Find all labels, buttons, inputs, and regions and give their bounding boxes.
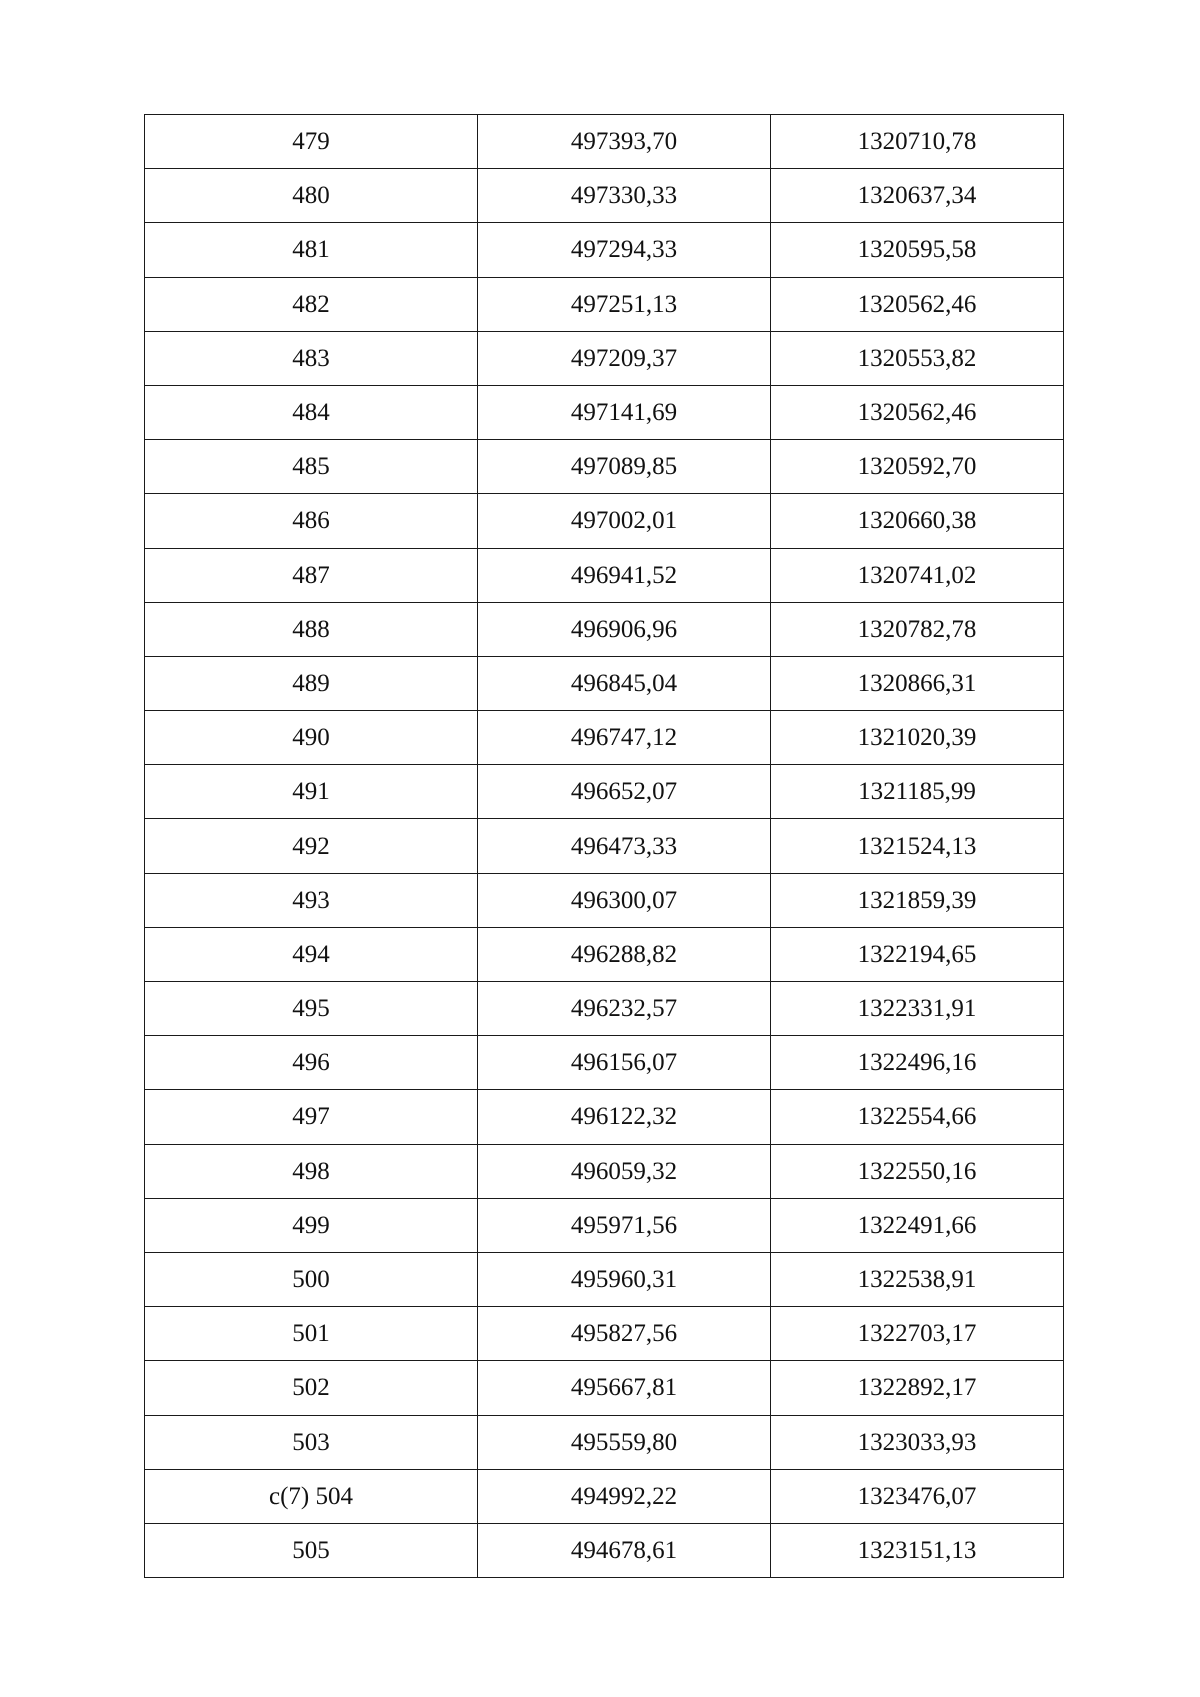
table-row	[145, 656, 1064, 710]
x-coordinate-cell: 496473,33	[478, 819, 771, 873]
x-coordinate-cell: 496747,12	[478, 711, 771, 765]
point-number-cell: 485	[145, 440, 478, 494]
table-row	[145, 1036, 1064, 1090]
table-row	[145, 982, 1064, 1036]
point-number-cell: 484	[145, 385, 478, 439]
x-coordinate-cell: 496122,32	[478, 1090, 771, 1144]
y-coordinate-cell: 1320562,46	[771, 385, 1064, 439]
point-number-cell: 486	[145, 494, 478, 548]
y-coordinate-cell: 1320595,58	[771, 223, 1064, 277]
point-number-cell: 490	[145, 711, 478, 765]
y-coordinate-cell: 1323151,13	[771, 1523, 1064, 1577]
y-coordinate-cell: 1321020,39	[771, 711, 1064, 765]
x-coordinate-cell: 495667,81	[478, 1361, 771, 1415]
table-row	[145, 1361, 1064, 1415]
table-row	[145, 223, 1064, 277]
x-coordinate-cell: 495827,56	[478, 1307, 771, 1361]
table-row	[145, 1252, 1064, 1306]
point-number-cell: 503	[145, 1415, 478, 1469]
y-coordinate-cell: 1322892,17	[771, 1361, 1064, 1415]
point-number-cell: 497	[145, 1090, 478, 1144]
table-row	[145, 440, 1064, 494]
point-number-cell: 502	[145, 1361, 478, 1415]
y-coordinate-cell: 1320710,78	[771, 115, 1064, 169]
y-coordinate-cell: 1323033,93	[771, 1415, 1064, 1469]
point-number-cell: 494	[145, 927, 478, 981]
x-coordinate-cell: 497294,33	[478, 223, 771, 277]
y-coordinate-cell: 1322550,16	[771, 1144, 1064, 1198]
coordinates-table-body	[145, 115, 1064, 1578]
point-number-cell: 498	[145, 1144, 478, 1198]
table-row	[145, 494, 1064, 548]
y-coordinate-cell: 1321524,13	[771, 819, 1064, 873]
x-coordinate-cell: 495971,56	[478, 1198, 771, 1252]
y-coordinate-cell: 1320553,82	[771, 331, 1064, 385]
x-coordinate-cell: 497002,01	[478, 494, 771, 548]
point-number-cell: 482	[145, 277, 478, 331]
x-coordinate-cell: 496156,07	[478, 1036, 771, 1090]
point-number-cell: 488	[145, 602, 478, 656]
y-coordinate-cell: 1320637,34	[771, 169, 1064, 223]
x-coordinate-cell: 496288,82	[478, 927, 771, 981]
table-row	[145, 385, 1064, 439]
point-number-cell: 479	[145, 115, 478, 169]
y-coordinate-cell: 1322496,16	[771, 1036, 1064, 1090]
y-coordinate-cell: 1320866,31	[771, 656, 1064, 710]
table-row	[145, 765, 1064, 819]
table-row	[145, 711, 1064, 765]
x-coordinate-cell: 497393,70	[478, 115, 771, 169]
point-number-cell: 492	[145, 819, 478, 873]
point-number-cell: 501	[145, 1307, 478, 1361]
y-coordinate-cell: 1321859,39	[771, 873, 1064, 927]
x-coordinate-cell: 494678,61	[478, 1523, 771, 1577]
point-number-cell: 496	[145, 1036, 478, 1090]
point-number-cell: 489	[145, 656, 478, 710]
x-coordinate-cell: 496232,57	[478, 982, 771, 1036]
x-coordinate-cell: 494992,22	[478, 1469, 771, 1523]
x-coordinate-cell: 496300,07	[478, 873, 771, 927]
table-row	[145, 873, 1064, 927]
y-coordinate-cell: 1322491,66	[771, 1198, 1064, 1252]
point-number-cell: 483	[145, 331, 478, 385]
table-row	[145, 1523, 1064, 1577]
y-coordinate-cell: 1322194,65	[771, 927, 1064, 981]
y-coordinate-cell: 1322538,91	[771, 1252, 1064, 1306]
table-row	[145, 819, 1064, 873]
table-row	[145, 169, 1064, 223]
point-number-cell: 500	[145, 1252, 478, 1306]
point-number-cell: 493	[145, 873, 478, 927]
table-row	[145, 331, 1064, 385]
point-number-cell: c(7) 504	[145, 1469, 478, 1523]
x-coordinate-cell: 497209,37	[478, 331, 771, 385]
table-row	[145, 1090, 1064, 1144]
x-coordinate-cell: 496059,32	[478, 1144, 771, 1198]
x-coordinate-cell: 495960,31	[478, 1252, 771, 1306]
point-number-cell: 491	[145, 765, 478, 819]
x-coordinate-cell: 497251,13	[478, 277, 771, 331]
y-coordinate-cell: 1322331,91	[771, 982, 1064, 1036]
table-row	[145, 1307, 1064, 1361]
coordinates-table	[144, 114, 1064, 1578]
y-coordinate-cell: 1322554,66	[771, 1090, 1064, 1144]
x-coordinate-cell: 496652,07	[478, 765, 771, 819]
x-coordinate-cell: 497330,33	[478, 169, 771, 223]
y-coordinate-cell: 1320660,38	[771, 494, 1064, 548]
point-number-cell: 495	[145, 982, 478, 1036]
table-row	[145, 602, 1064, 656]
x-coordinate-cell: 496941,52	[478, 548, 771, 602]
point-number-cell: 505	[145, 1523, 478, 1577]
point-number-cell: 499	[145, 1198, 478, 1252]
y-coordinate-cell: 1320562,46	[771, 277, 1064, 331]
x-coordinate-cell: 497141,69	[478, 385, 771, 439]
table-row	[145, 1415, 1064, 1469]
x-coordinate-cell: 496845,04	[478, 656, 771, 710]
y-coordinate-cell: 1320741,02	[771, 548, 1064, 602]
x-coordinate-cell: 496906,96	[478, 602, 771, 656]
point-number-cell: 481	[145, 223, 478, 277]
table-row	[145, 1198, 1064, 1252]
y-coordinate-cell: 1321185,99	[771, 765, 1064, 819]
table-row	[145, 115, 1064, 169]
table-row	[145, 548, 1064, 602]
x-coordinate-cell: 497089,85	[478, 440, 771, 494]
y-coordinate-cell: 1320592,70	[771, 440, 1064, 494]
table-row	[145, 927, 1064, 981]
point-number-cell: 480	[145, 169, 478, 223]
point-number-cell: 487	[145, 548, 478, 602]
y-coordinate-cell: 1323476,07	[771, 1469, 1064, 1523]
table-row	[145, 1469, 1064, 1523]
x-coordinate-cell: 495559,80	[478, 1415, 771, 1469]
y-coordinate-cell: 1322703,17	[771, 1307, 1064, 1361]
y-coordinate-cell: 1320782,78	[771, 602, 1064, 656]
table-row	[145, 1144, 1064, 1198]
table-row	[145, 277, 1064, 331]
